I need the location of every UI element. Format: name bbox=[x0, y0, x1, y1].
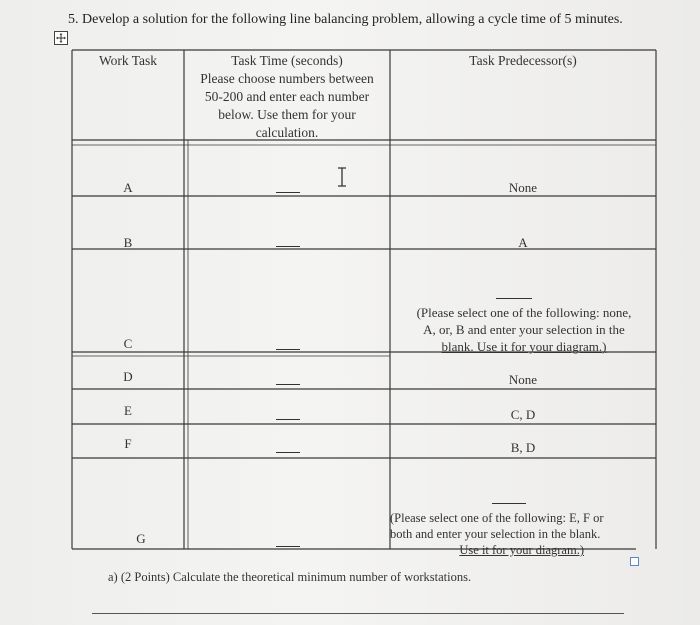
task-time-input-e[interactable] bbox=[276, 419, 300, 420]
header-task-time-line1: Please choose numbers between bbox=[200, 71, 374, 86]
task-time-input-f[interactable] bbox=[276, 452, 300, 453]
predecessor-input-g[interactable] bbox=[492, 503, 526, 504]
task-label-g: G bbox=[136, 531, 146, 546]
task-time-input-c[interactable] bbox=[276, 349, 300, 350]
predecessor-f: B, D bbox=[510, 440, 536, 455]
header-task-time-line4: calculation. bbox=[255, 125, 319, 140]
predecessor-input-c[interactable] bbox=[496, 298, 532, 299]
note-c-line2: A, or, B and enter your selection in the bbox=[423, 322, 625, 337]
predecessor-d: None bbox=[508, 372, 538, 387]
task-time-input-b[interactable] bbox=[276, 246, 300, 247]
header-task-time-title: Task Time (seconds) bbox=[231, 53, 343, 68]
note-c-line1: (Please select one of the following: none, bbox=[416, 305, 632, 320]
note-c-line3: blank. Use it for your diagram.) bbox=[441, 339, 607, 354]
task-time-input-d[interactable] bbox=[276, 384, 300, 385]
question-text: 5. Develop a solution for the following line balancing problem, allowing a cycle time of 5 minutes. bbox=[68, 12, 623, 27]
text-cursor-icon bbox=[336, 167, 348, 187]
predecessor-b: A bbox=[518, 235, 528, 250]
task-time-input-g[interactable] bbox=[276, 546, 300, 547]
header-task-time-line3: below. Use them for your bbox=[218, 107, 356, 122]
part-a-answer-line[interactable] bbox=[92, 613, 624, 614]
predecessor-note-g bbox=[388, 510, 638, 558]
header-work-task: Work Task bbox=[98, 53, 158, 68]
task-label-c: C bbox=[123, 336, 133, 351]
task-label-f: F bbox=[124, 436, 132, 451]
task-label-a: A bbox=[123, 180, 133, 195]
note-g-line2: both and enter your selection in the blank. bbox=[390, 527, 601, 541]
predecessor-note-c bbox=[392, 304, 656, 355]
header-task-time bbox=[184, 52, 390, 142]
task-time-input-a[interactable] bbox=[276, 192, 300, 193]
task-label-e: E bbox=[124, 403, 132, 418]
header-task-time-line2: 50-200 and enter each number bbox=[204, 89, 370, 104]
predecessor-a: None bbox=[508, 180, 538, 195]
task-label-b: B bbox=[123, 235, 133, 250]
header-predecessors: Task Predecessor(s) bbox=[469, 53, 577, 68]
predecessor-e: C, D bbox=[510, 407, 536, 422]
move-icon bbox=[55, 32, 67, 44]
note-g-line1: (Please select one of the following: E, F or bbox=[390, 511, 604, 525]
task-label-d: D bbox=[123, 369, 133, 384]
table-resize-handle[interactable] bbox=[630, 557, 639, 566]
table-move-handle[interactable] bbox=[54, 31, 68, 45]
part-a-question: a) (2 Points) Calculate the theoretical minimum number of workstations. bbox=[108, 570, 472, 584]
note-g-line3: Use it for your diagram.) bbox=[459, 543, 584, 557]
